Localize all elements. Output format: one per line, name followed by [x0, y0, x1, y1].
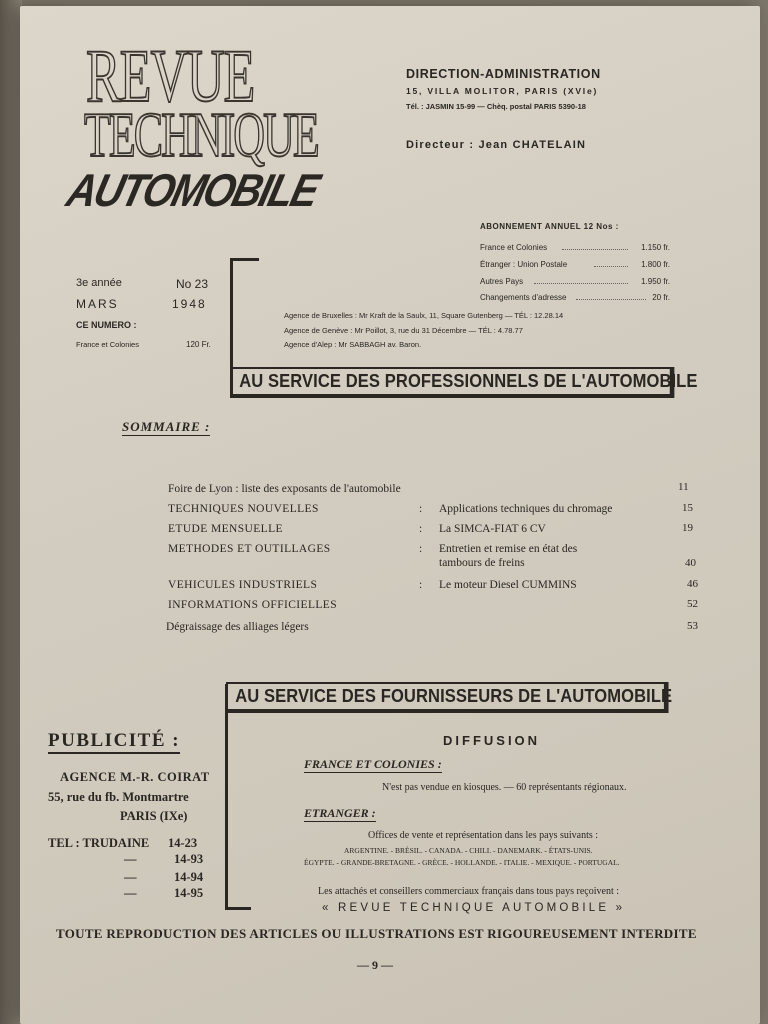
toc-section: ETUDE MENSUELLE — [168, 523, 283, 535]
dot-leader — [576, 299, 646, 300]
abonnement-label: Étranger : Union Postale — [480, 260, 568, 269]
issue-annee: 3e année — [76, 277, 122, 289]
toc-section: INFORMATIONS OFFICIELLES — [168, 599, 338, 611]
dash: — — [124, 852, 137, 866]
dot-leader — [594, 266, 628, 267]
abonnement-price: 1.800 fr. — [641, 260, 670, 269]
direction-tel: Tél. : JASMIN 15-99 — Chèq. postal PARIS 5390-18 — [406, 102, 586, 111]
toc-article: tambours de freins — [439, 557, 525, 569]
toc-page: 52 — [687, 598, 698, 610]
logo-automobile: AUTOMOBILE — [61, 165, 323, 217]
attaches-text: Les attachés et conseillers commerciaux français dans tous pays reçoivent : — [318, 886, 619, 897]
sommaire-title: SOMMAIRE : — [122, 419, 211, 434]
agence-geneve: Agence de Genève : Mr Poillot, 3, rue du 31 Décembre — TÉL : 4.78.77 — [284, 326, 523, 335]
direction-address: 15, VILLA MOLITOR, PARIS (XVIe) — [406, 86, 599, 96]
etranger-text: Offices de vente et représentation dans les pays suivants : — [368, 830, 599, 841]
pays-line-1: ARGENTINE. - BRÉSIL. - CANADA. - CHILI. - DANEMARK. - ÉTATS-UNIS. — [344, 846, 593, 855]
book-spine — [0, 0, 22, 1024]
revue-title-quote: « REVUE TECHNIQUE AUTOMOBILE » — [322, 902, 626, 914]
publicite-tel: 14-23 — [168, 836, 198, 850]
page-number: — 9 — — [357, 958, 393, 972]
dot-leader — [562, 249, 628, 250]
abonnement-title: ABONNEMENT ANNUEL 12 Nos : — [480, 222, 619, 231]
reproduction-notice: TOUTE REPRODUCTION DES ARTICLES OU ILLUSTRATIONS EST RIGOUREUSEMENT INTERDITE — [56, 926, 697, 941]
prix-label: France et Colonies — [76, 340, 139, 349]
logo-technique: TECHNIQUE — [84, 99, 318, 171]
banner-professionnels: AU SERVICE DES PROFESSIONNELS DE L'AUTOMOBILE — [230, 367, 674, 398]
logo-revue: REVUE — [86, 35, 255, 119]
direction-title: DIRECTION-ADMINISTRATION — [406, 67, 601, 81]
issue-an: 1948 — [172, 297, 207, 311]
abonnement-price: 20 fr. — [652, 293, 670, 302]
agence-bruxelles: Agence de Bruxelles : Mr Kraft de la Saulx, 11, Square Gutenberg — TÉL : 12.28.14 — [284, 311, 564, 320]
toc-page: 46 — [687, 578, 698, 590]
toc-page: 53 — [687, 620, 698, 632]
france-colonies-text: N'est pas vendue en kiosques. — 60 représentants régionaux. — [382, 782, 627, 793]
issue-numero: No 23 — [176, 277, 209, 291]
dash: — — [124, 870, 137, 884]
diffusion-title: DIFFUSION — [443, 733, 541, 748]
frame-bracket-foot — [225, 907, 251, 910]
publicite-tel: 14-95 — [174, 886, 204, 900]
toc-section: VEHICULES INDUSTRIELS — [168, 579, 318, 591]
toc-separator: : — [419, 543, 423, 555]
toc-section: METHODES ET OUTILLAGES — [168, 543, 331, 555]
toc-article: Le moteur Diesel CUMMINS — [439, 579, 577, 591]
agence-alep: Agence d'Alep : Mr SABBAGH av. Baron. — [284, 340, 422, 349]
dash: — — [124, 886, 137, 900]
abonnement-label: Changements d'adresse — [480, 293, 567, 302]
abonnement-label: Autres Pays — [480, 277, 524, 286]
toc-page: 15 — [682, 502, 693, 514]
frame-bracket-vertical — [225, 684, 228, 910]
publicite-title: PUBLICITÉ : — [48, 730, 180, 754]
dot-leader — [534, 283, 628, 284]
prix-value: 120 Fr. — [186, 340, 211, 349]
france-colonies-title: FRANCE ET COLONIES : — [304, 757, 442, 771]
toc-article: La SIMCA-FIAT 6 CV — [439, 523, 546, 535]
toc-separator: : — [419, 579, 423, 591]
abonnement-table — [480, 243, 670, 303]
publicite-tel-label: TEL : TRUDAINE — [48, 836, 150, 850]
publicite-rue: 55, rue du fb. Montmartre — [48, 790, 189, 804]
directeur: Directeur : Jean CHATELAIN — [406, 139, 587, 151]
ce-numero: CE NUMERO : — [76, 320, 137, 330]
publicite-agence: AGENCE M.-R. COIRAT — [60, 770, 210, 784]
toc-article: Entretien et remise en état des — [439, 543, 578, 555]
publicite-ville: PARIS (IXe) — [120, 809, 188, 823]
pays-line-2: ÉGYPTE. - GRANDE-BRETAGNE. - GRÈCE. - HOLLANDE. - ITALIE. - MEXIQUE. - PORTUGAL. — [304, 858, 620, 867]
publicite-tel: 14-93 — [174, 852, 204, 866]
toc-section: Foire de Lyon : liste des exposants de l'automobile — [168, 483, 401, 495]
etranger-title: ETRANGER : — [304, 806, 376, 820]
publicite-tel: 14-94 — [174, 870, 204, 884]
toc-page: 11 — [678, 481, 689, 493]
issue-mois: MARS — [76, 297, 119, 311]
toc-separator: : — [419, 503, 423, 515]
banner-fournisseurs: AU SERVICE DES FOURNISSEURS DE L'AUTOMOBILE — [226, 682, 669, 713]
abonnement-price: 1.950 fr. — [641, 277, 670, 286]
toc-section: Dégraissage des alliages légers — [166, 621, 309, 633]
toc-article: Applications techniques du chromage — [439, 503, 613, 515]
toc-separator: : — [419, 523, 423, 535]
abonnement-label: France et Colonies — [480, 243, 548, 252]
abonnement-price: 1.150 fr. — [641, 243, 670, 252]
toc-section: TECHNIQUES NOUVELLES — [168, 503, 319, 515]
toc-page: 19 — [682, 522, 693, 534]
toc-page: 40 — [685, 557, 696, 569]
